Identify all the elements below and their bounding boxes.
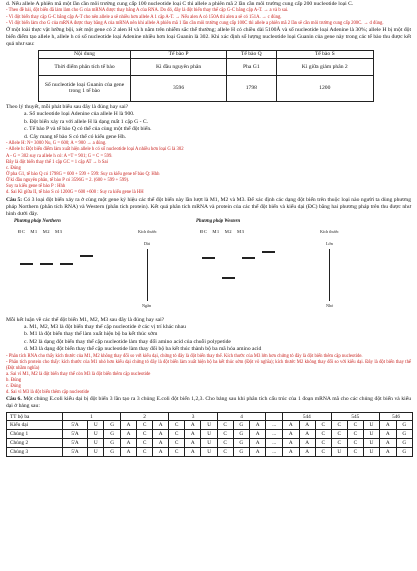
solution-line: d. Sai vì M3 là đột biến thêm cặp nucleotide: [6, 390, 90, 396]
nucleotide-cell: A: [380, 448, 396, 457]
nucleotide-cell: U: [201, 430, 217, 439]
nucleotide-cell: U: [363, 430, 379, 439]
solution-line: - Phân tích protein cho thấy: kích thước của M1 nhỏ hơn kiểu dại chứng tỏ đây là đột biến làm xuất hiện bộ ba kết thúc sớm (Đột vô nghĩa); kích thước M2 không thay đổi so với kiểu dại. Đây là đột biến thay thế (Đột nhầm nghĩa): [6, 360, 411, 371]
size-label: Kích thước: [320, 228, 339, 234]
solution-line: - Phân tích RNA cho thấy kích thước của M1, M2 không thay đổi so với kiểu dại, chứng tỏ đây là đột biến thay thế. Kích thước của M3 lớn hơn chứng tỏ đây là đột biến thêm cặp nucleotide.: [6, 353, 363, 359]
solution-line: - Allele h: Đột biến điểm làm xuất hiện allele h có số nucleotide loại A nhiều hơn loại G là 302: [6, 147, 184, 153]
nucleotide-cell: A: [185, 421, 201, 430]
nucleotide-cell: A: [299, 439, 315, 448]
nucleotide-cell: A: [249, 448, 265, 457]
nucleotide-cell: U: [201, 421, 217, 430]
nucleotide-cell: U: [88, 439, 104, 448]
nucleotide-cell: C: [331, 439, 347, 448]
size-arrow: [147, 249, 148, 301]
size-arrow: [329, 249, 330, 301]
codon-number: 4: [217, 413, 266, 421]
lane-labels: [18, 229, 62, 235]
question-5-stem: [6, 197, 411, 218]
nucleotide-cell: C: [137, 430, 153, 439]
lane-label: M2: [42, 228, 51, 234]
nucleotide-cell: A: [249, 430, 265, 439]
nucleotide-cell: C: [169, 421, 185, 430]
solution-note: - Theo đề bài, đột biến đã làm làm cho G của mRNA được thay bằng A của RNA. Do đó, đây là đột biến thay thế cặp G-C bằng cặp A-T. → a và b sai.: [6, 8, 289, 14]
table-cell: 3596: [131, 75, 227, 101]
nucleotide-cell: G: [233, 430, 249, 439]
solution-line: c. Đúng: [6, 165, 21, 171]
western-gel: [200, 237, 300, 313]
codon-number: 2: [120, 413, 169, 421]
table-header: Tế bào P: [131, 50, 227, 58]
nucleotide-cell: G: [396, 439, 413, 448]
nucleotide-cell: C: [217, 430, 233, 439]
question-6-label: Câu 6.: [6, 396, 22, 403]
nucleotide-cell: A: [152, 448, 168, 457]
nucleotide-cell: C: [315, 448, 331, 457]
nucleotide-cell: ...: [266, 448, 283, 457]
protein-band: [202, 257, 215, 259]
nucleotide-cell: A: [380, 421, 396, 430]
codon-number: 1: [63, 413, 121, 421]
nucleotide-cell: C: [217, 439, 233, 448]
lane-label: ĐC: [200, 228, 208, 234]
table-cell: Kì đầu nguyên phân: [131, 58, 227, 75]
nucleotide-cell: A: [120, 448, 136, 457]
rna-band: [60, 263, 73, 265]
nucleotide-cell: A: [152, 430, 168, 439]
nucleotide-cell: A: [120, 430, 136, 439]
nucleotide-cell: U: [88, 448, 104, 457]
question-4-prompt: Theo lý thuyết, mỗi phát biểu sau đây là đúng hay sai?: [6, 103, 129, 110]
rna-band: [20, 263, 33, 265]
nucleotide-cell: G: [104, 421, 120, 430]
rna-band: [80, 255, 93, 257]
codon-row: [7, 430, 413, 439]
strain-label: Chủng 3: [7, 448, 63, 457]
nucleotide-cell: C: [169, 448, 185, 457]
option-c: c. M2 là dạng đột biến thay thế cặp nucleotide làm thay đổi amino acid của chuỗi polypetide: [24, 338, 231, 345]
large-label: Lớn: [326, 240, 333, 246]
nucleotide-cell: A: [283, 430, 299, 439]
nucleotide-cell: U: [363, 439, 379, 448]
western-title: Phương pháp Western: [196, 218, 241, 224]
solution-note: - Vì đột biến làm cho G của mRNA được thay bằng A của mRNA nên khi allele A phiên mã 1 lần cần môi trường cung cấp 100C thì allele a phiên mã 2 lần sẽ cần môi trường cung cấp 200C. → d đúng.: [6, 20, 384, 26]
nucleotide-cell: A: [283, 439, 299, 448]
nucleotide-cell: U: [88, 430, 104, 439]
nucleotide-cell: C: [348, 430, 364, 439]
nucleotide-cell: U: [201, 448, 217, 457]
nucleotide-cell: A: [152, 439, 168, 448]
codon-row: [7, 421, 413, 430]
nucleotide-cell: C: [348, 439, 364, 448]
nucleotide-cell: G: [104, 439, 120, 448]
intro-statement-d: d. Nếu allele A phiên mã một lần cần môi trường cung cấp 100 nucleotide loại C thì allele a phiên mã 2 lần cần môi trường cung cấp 200 nucleotide loại C.: [6, 1, 354, 7]
nucleotide-cell: A: [299, 430, 315, 439]
question-5-solution: [6, 354, 411, 396]
nucleotide-cell: ...: [266, 439, 283, 448]
question-6-stem: [6, 396, 411, 410]
nucleotide-cell: A: [380, 430, 396, 439]
codon-table: [6, 412, 413, 457]
nucleotide-cell: A: [380, 439, 396, 448]
nucleotide-cell: G: [233, 421, 249, 430]
solution-line: Ở kì đầu nguyên phân, tế bào P có 3596G = 2. (600 + 599 + 599).: [6, 178, 130, 184]
strain-label: Chủng 2: [7, 439, 63, 448]
lane-label: M1: [30, 228, 38, 234]
nucleotide-cell: U: [363, 421, 379, 430]
nucleotide-cell: C: [331, 430, 347, 439]
small-label: Nhỏ: [326, 302, 334, 308]
northern-gel: [18, 237, 118, 313]
nucleotide-cell: A: [249, 439, 265, 448]
protein-band: [262, 251, 275, 253]
nucleotide-cell: C: [315, 439, 331, 448]
row-label: Thời điểm phân tích tế bào: [39, 58, 131, 75]
option-d: d. M3 là dạng đột biến thay thế cặp nucleotide làm thay đổi bộ ba kết thúc thành bộ ba mã hóa amino acid: [24, 346, 262, 353]
nucleotide-cell: G: [233, 439, 249, 448]
question-5-label: Câu 5:: [6, 196, 23, 203]
nucleotide-cell: G: [104, 448, 120, 457]
table-cell: Pha G1: [227, 58, 276, 75]
table-header: Nội dung: [39, 50, 131, 58]
question-4-solution: [6, 141, 411, 196]
size-label: Kích thước: [138, 228, 157, 234]
lane-label: M3: [237, 228, 245, 234]
option-d: d. Cây mang tế bào S có thể có kiểu gene Hh.: [24, 133, 127, 140]
nucleotide-cell: C: [169, 430, 185, 439]
northern-blot-figure: [14, 219, 184, 315]
lane-label: ĐC: [18, 228, 26, 234]
long-label: Dài: [144, 240, 151, 246]
table-cell: Kì giữa giảm phân 2: [276, 58, 373, 75]
nucleotide-cell: U: [88, 421, 104, 430]
nucleotide-cell: C: [137, 421, 153, 430]
nucleotide-cell: C: [137, 448, 153, 457]
blot-figures: [14, 219, 411, 315]
table-cell: 1798: [227, 75, 276, 101]
codon-number: 3: [169, 413, 218, 421]
nucleotide-cell: 5'A: [63, 430, 88, 439]
question-5-text: Có 3 loại đột biến xảy ra ở cùng một gene ký hiệu các thể đột biến này lần lượt là M1, M2 và M3. Để xác định các dạng đột biến trên thuộc loại nào người ta dùng phương pháp Northern (phân tích RNA) và Western (phân tích protein). Kết quả phân tích mRNA và protein của các thể đột biến và kiểu dại (ĐC) bằng hai phương pháp trên thu được như hình dưới đây.: [6, 196, 411, 217]
table-cell: 1200: [276, 75, 373, 101]
nucleotide-cell: C: [315, 430, 331, 439]
codon-header-row: [7, 413, 413, 421]
nucleotide-cell: C: [348, 421, 364, 430]
nucleotide-cell: 5'A: [63, 448, 88, 457]
nucleotide-cell: A: [185, 448, 201, 457]
nucleotide-cell: G: [233, 448, 249, 457]
nucleotide-cell: G: [104, 430, 120, 439]
nucleotide-cell: A: [283, 448, 299, 457]
nucleotide-cell: C: [348, 448, 364, 457]
rna-band: [40, 263, 53, 265]
strain-label: Kiểu dại: [7, 421, 63, 430]
guanine-table: [38, 50, 374, 102]
solution-line: d. Sai Kì giữa II, tế bào S có 1200G = 600 +600 : Suy ra kiểu gene là HH: [6, 190, 144, 196]
solution-line: c. Đúng: [6, 384, 21, 390]
nucleotide-cell: U: [363, 448, 379, 457]
western-blot-figure: [196, 219, 366, 315]
solution-line: Suy ra kiểu gene tế bào P : Hhh: [6, 184, 66, 190]
option-b: b. Đột biến xảy ra với allele H là dạng mất 1 cặp G - C.: [24, 118, 148, 125]
strain-label: Chủng 1: [7, 430, 63, 439]
codon-number: 544: [283, 413, 332, 421]
codon-number: 545: [331, 413, 380, 421]
nucleotide-cell: C: [137, 439, 153, 448]
solution-line: b. Đúng: [6, 377, 22, 383]
nucleotide-cell: A: [249, 421, 265, 430]
nucleotide-cell: U: [201, 439, 217, 448]
option-c: c. Tế bào P và tế bào Q có thể của cùng một thể đột biến.: [24, 126, 152, 133]
nucleotide-cell: A: [299, 448, 315, 457]
table-header: Tế bào S: [276, 50, 373, 58]
solution-line: A - G = 302 suy ra allele h có: A =T = 901; G = C = 599.: [6, 153, 113, 159]
nucleotide-cell: A: [185, 439, 201, 448]
nucleotide-cell: G: [396, 421, 413, 430]
codon-row: [7, 448, 413, 457]
protein-band: [222, 277, 235, 279]
solution-note: - Vì đột biến thay cặp G-C bằng cặp A-T cho nên allele a sẽ nhiều hơn allele A 1 cặp A-T. → Nếu alen A có 150A thì alen a sẽ có 151A. → c đúng.: [6, 14, 282, 20]
nucleotide-cell: A: [283, 421, 299, 430]
nucleotide-cell: A: [120, 439, 136, 448]
nucleotide-cell: ...: [266, 421, 283, 430]
nucleotide-cell: C: [169, 439, 185, 448]
lane-label: M1: [212, 228, 220, 234]
row-label: Số nucleotide loại Guanin của gene trong 1 tế bào: [39, 75, 131, 101]
solution-line: Ở pha G1, tế bào Q có 1798G = 600 + 599 + 599: Suy ra kiểu gene tế bào Q: Hhh: [6, 171, 160, 177]
nucleotide-cell: 5'A: [63, 439, 88, 448]
question-6-text: Một chủng E.coli kiểu dại bị đột biến 3 lần tạo ra 3 chủng E.coli đột biến 1,2,3. Cho bảng sau khi phân tích cấu trúc của 1 đoạn mRNA mã cho các chủng đột biến và kiểu dại ở bảng sau:: [6, 396, 411, 410]
nucleotide-cell: C: [217, 448, 233, 457]
codon-gap: [266, 413, 283, 421]
table-header: Tế bào Q: [227, 50, 276, 58]
lane-labels: [200, 229, 244, 235]
nucleotide-cell: C: [217, 421, 233, 430]
solution-line: Đây là đột biến thay thế 1 cặp GC = 1 cặp AT → b Sai: [6, 159, 108, 165]
nucleotide-cell: C: [315, 421, 331, 430]
short-label: Ngắn: [142, 302, 152, 308]
codon-row: [7, 439, 413, 448]
codon-header-label: TT bộ ba: [7, 413, 63, 421]
nucleotide-cell: C: [331, 421, 347, 430]
nucleotide-cell: A: [185, 430, 201, 439]
solution-line: - Allele H: N= 3000 Nu, G = 600; A = 900 → a đúng.: [6, 141, 107, 147]
nucleotide-cell: A: [152, 421, 168, 430]
nucleotide-cell: G: [396, 430, 413, 439]
nucleotide-cell: U: [331, 448, 347, 457]
codon-number: 546: [380, 413, 413, 421]
northern-title: Phương pháp Northern: [14, 218, 61, 224]
nucleotide-cell: A: [120, 421, 136, 430]
option-a: a. Số nucleotide loại Adenine của allele H là 900.: [24, 111, 135, 118]
question-5-prompt: Mỗi kết luận về các thể đột biến M1, M2, M3 sau đây là đúng hay sai?: [6, 316, 165, 323]
nucleotide-cell: ...: [266, 430, 283, 439]
intro-block: [6, 1, 411, 26]
option-a: a. M1, M2, M3 là đột biến thay thế cặp nucleotide ở các vị trí khác nhau: [24, 323, 186, 330]
nucleotide-cell: G: [396, 448, 413, 457]
protein-band: [242, 257, 255, 259]
lane-label: M3: [55, 228, 63, 234]
question-4-stem: Ở một loài thực vật lưỡng bội, xét một gene có 2 alen H và h nằm trên nhiễm sắc thể thường; allele H có chiều dài 5100Å và số nucleotide loại Adenine là 30%; allele H bị một đột biến điểm tạo allele h, allele h có số nucleotide loại Adenine nhiều hơn loại Guanin là 302. Khi xác định số lượng nucleotide loại Guanin của gene này trong các tế bào thu được kết quả như sau:: [6, 26, 411, 47]
solution-line: a. Sai vì M1, M2 là đột biến thay thế còn M3 là đột biến thêm cặp nucleotide: [6, 371, 151, 377]
lane-label: M2: [224, 228, 233, 234]
nucleotide-cell: A: [299, 421, 315, 430]
nucleotide-cell: 5'A: [63, 421, 88, 430]
option-b: b. M1 là đột biến thay thế làm xuất hiện bộ ba kết thúc sớm: [24, 331, 158, 338]
